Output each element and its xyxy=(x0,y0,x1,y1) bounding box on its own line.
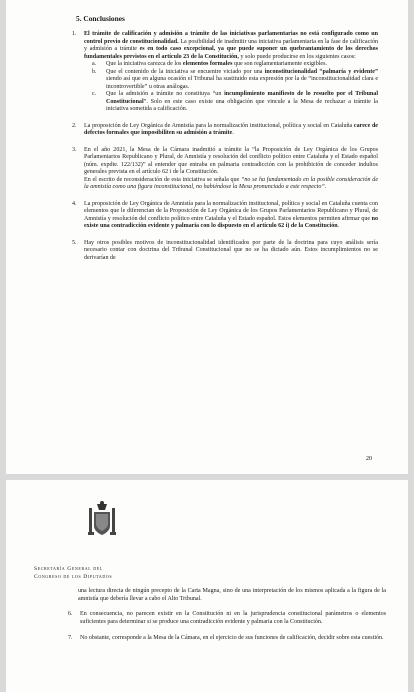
sub-item-b: b. Que el contenido de la iniciativa se encuentre viciado por una inconstitucionalidad “palmaria y evidente” siendo así que en alguna ocasión el Tribunal ha sustituido esta expresión por la de “inconstitucionalidad clara e incontrovertible” u otras análogas. xyxy=(92,68,379,90)
conclusion-1: 1. El trámite de calificación y admisión a trámite de las iniciativas parlamentarias no está configurado como un control previo de constitucionalidad. La posibilidad de inadmitir una iniciativa parlamentaria en la fase de calificación y admisión a trámite es en todo caso excepcional, ya que puede suponer un quebrantamiento de los derechos fundamentales previstos en el artículo 23 de la Constitución, y solo puede producirse en los siguientes casos: a. Que la iniciativa carezca de los elementos formales que son reglamentariamente exigibles. b. Que el contenido de la iniciativa se encuentre viciado por una inconstitucionalidad “palmaria y evidente” siendo así que en alguna ocasión el Tribunal ha sustituido esta expresión por la de “inconstitucionalidad clara e incontrovertible” u otras análogas. c. Que la admisión a trámite no constituya “un incumplimiento manifiesto de lo resuelto por el Tribunal Constitucional”. Solo en este caso existe una obligación que vincule a la Mesa de rechazar a trámite la iniciativa sometida a calificación. xyxy=(72,31,379,112)
conclusion-5: 5. Hay otros posibles motivos de inconstitucionalidad identificados por parte de la doctrina para cuyo análisis sería necesario contar con doctrina del Tribunal Constitucional que no se ha dictado aún. Estos incumplimientos no se derivarían de xyxy=(72,239,378,261)
section-heading: 5. Conclusiones xyxy=(76,14,125,23)
document-page-2 xyxy=(6,480,408,692)
conclusion-7: 7. No obstante, corresponde a la Mesa de la Cámara, en el ejercicio de sus funciones de calificación, decidir sobre esta cuestión. xyxy=(68,635,384,641)
conclusion-4: 4. La proposición de Ley Orgánica de Amnistía para la normalización institucional, política y social en Cataluña cuenta con elementos que le diferencian de la Proposición de Ley Orgánica de los Grupos Parlamentarios Republicano y Plural, de Amnistía y resolución del conflicto político entre Cataluña y el Estado español. Estos elementos permiten afirmar que no existe una contradicción evidente y palmaria con lo dispuesto en el artículo 62 i) de la Constitución. xyxy=(72,200,378,229)
conclusion-2: 2. La proposición de Ley Orgánica de Amnistía para la normalización institucional, política y social en Cataluña carece de defectos formales que imposibiliten su admisión a trámite. xyxy=(72,122,378,136)
page-number: 20 xyxy=(365,455,372,462)
conclusion-3: 3. En el año 2021, la Mesa de la Cámara inadmitió a trámite la “la Proposición de Ley Orgánica de los Grupos Parlamentarios Republicano y Plural, de Amnistía y resolución del conflicto político entre Cataluña y el Estado español (núm. expdte. 122/132)” al entender que entraba en palmaria contradicción con la prohibición de conceder indultos generales prevista en el artículo 62 i de la Constitución. En el escrito de reconsideración de esta iniciativa se señala que “no se ha fundamentado en la posible consideración de la amnistía como una figura inconstitucional, no habiéndose la Mesa pronunciado a este respecto”. xyxy=(72,146,379,190)
conclusion-6: 6. En consecuencia, no parecen existir en la Constitución ni en la jurisprudencia constitucional parámetros o elementos suficientes para determinar si se produce una contradicción evidente y palmaria con la Constitución. xyxy=(68,611,386,625)
coat-of-arms-icon xyxy=(86,500,118,540)
sub-item-c: c. Que la admisión a trámite no constituya “un incumplimiento manifiesto de lo resuelto por el Tribunal Constitucional”. Solo en este caso existe una obligación que vincule a la Mesa de rechazar a trámite la iniciativa sometida a calificación. xyxy=(92,91,379,112)
document-page-1 xyxy=(6,0,408,474)
page-2-body xyxy=(68,588,386,652)
continuation-text: una lectura directa de ningún precepto de la Carta Magna, sino de una interpretación de los mismos aplicada a la figura de la amnistía que debería llevar a cabo el Alto Tribunal. xyxy=(78,588,386,602)
sub-item-a: a. Que la iniciativa carezca de los elementos formales que son reglamentariamente exigibles. xyxy=(92,61,327,67)
item-number: 1. xyxy=(72,31,77,37)
organization-name: Secretaría General del Congreso de los Diputados xyxy=(34,566,113,580)
